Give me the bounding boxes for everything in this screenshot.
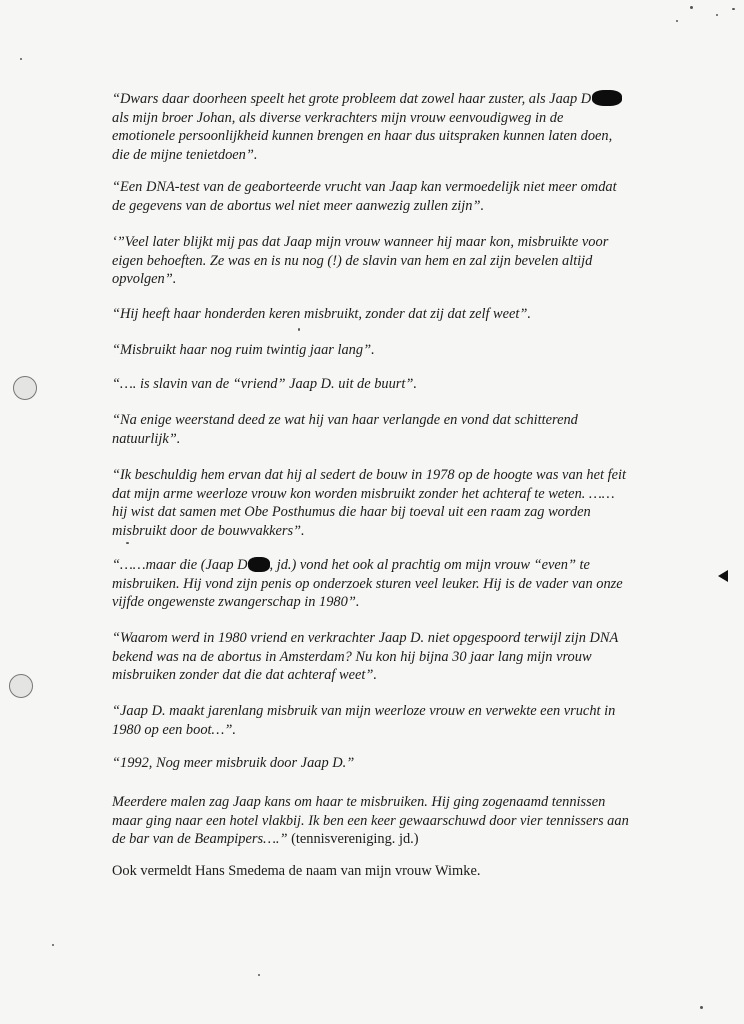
text-line: Ook vermeldt Hans Smedema de naam van mijn vrouw Wimke. <box>112 863 481 879</box>
text-line: (tennisvereniging. jd.) <box>291 831 419 847</box>
punch-hole <box>9 674 33 698</box>
quote-paragraph <box>112 305 652 324</box>
text-line: “Waarom werd in 1980 vriend en verkrachter Jaap D. niet opgespoord terwijl zijn DNA <box>112 630 619 646</box>
text-line: “Misbruikt haar nog ruim twintig jaar lang”. <box>112 342 375 358</box>
quote-paragraph <box>112 375 652 394</box>
text-line: “Een DNA-test van de geaborteerde vrucht van Jaap kan vermoedelijk niet meer omdat <box>112 179 617 195</box>
quote-paragraph <box>112 341 652 360</box>
text-line: 1980 op een boot…”. <box>112 721 236 738</box>
text-line: de bar van de Beampipers….” <box>112 831 288 847</box>
text-line: hij wist dat samen met Obe Posthumus die haar bij toeval uit een raam zag worden <box>112 504 591 520</box>
redaction-mark <box>592 90 622 106</box>
scan-speck <box>258 974 260 976</box>
text-line: die de mijne tenietdoen”. <box>112 146 258 163</box>
scan-speck <box>732 8 735 10</box>
text-line: dat mijn arme weerloze vrouw kon worden misbruikt zonder het achteraf te weten. …… <box>112 485 615 502</box>
quote-paragraph <box>112 466 652 540</box>
scan-speck <box>676 20 678 22</box>
text-line: “Na enige weerstand deed ze wat hij van haar verlangde en vond dat schitterend <box>112 412 578 428</box>
text-line: ‘”Veel later blijkt mij pas dat Jaap mijn vrouw wanneer hij maar kon, misbruikte voor <box>112 234 609 250</box>
quote-paragraph <box>112 754 652 773</box>
text-line: misbruikt door de bouwvakkers”. <box>112 522 305 539</box>
text-line: , jd.) vond het ook al prachtig om mijn vrouw “even” te <box>269 557 590 573</box>
text-line: “Dwars daar doorheen speelt het grote probleem dat zowel haar zuster, als Jaap D <box>112 91 592 107</box>
quote-paragraph <box>112 90 652 164</box>
text-line: als mijn broer Johan, als diverse verkrachters mijn vrouw eenvoudigweg in de <box>112 109 564 126</box>
text-line: misbruiken zonder dat die dat achteraf weet”. <box>112 667 377 683</box>
text-line: “Hij heeft haar honderden keren misbruikt, zonder dat zij dat zelf weet”. <box>112 306 532 322</box>
text-line: “1992, Nog meer misbruik door Jaap D.” <box>112 755 355 771</box>
text-line: vijfde ongewenste zwangerschap in 1980”. <box>112 594 360 610</box>
scan-mark <box>718 570 728 582</box>
text-line: Meerdere malen zag Jaap kans om haar te misbruiken. Hij ging zogenaamd tennissen <box>112 794 606 810</box>
text-line: “……maar die (Jaap D <box>112 557 248 573</box>
text-line: “…. is slavin van de “vriend” Jaap D. uit de buurt”. <box>112 376 417 392</box>
text-line: “Jaap D. maakt jarenlang misbruik van mijn weerloze vrouw en verwekte een vrucht in <box>112 703 616 719</box>
closing-paragraph <box>112 862 652 881</box>
quote-paragraph <box>112 233 652 289</box>
scan-speck <box>700 1006 703 1009</box>
text-line: misbruiken. Hij vond zijn penis op onderzoek sturen veel leuker. Hij is de vader van onze <box>112 575 623 592</box>
text-line: emotionele persoonlijkheid kunnen brengen en haar dus uitspraken kunnen laten doen, <box>112 128 613 144</box>
scan-speck <box>716 14 718 16</box>
redaction-mark <box>248 557 270 572</box>
quote-paragraph <box>112 629 652 685</box>
scan-speck <box>690 6 693 9</box>
text-line: natuurlijk”. <box>112 430 181 447</box>
scan-speck <box>126 542 129 544</box>
text-line: eigen behoeften. Ze was en is nu nog (!) de slavin van hem en zal zijn bevelen altijd <box>112 252 593 269</box>
text-line: de gegevens van de abortus wel niet meer aanwezig zullen zijn”. <box>112 197 485 214</box>
text-line: “Ik beschuldig hem ervan dat hij al sedert de bouw in 1978 op de hoogte was van het feit <box>112 467 626 483</box>
scan-speck <box>298 328 300 331</box>
quote-paragraph <box>112 793 652 849</box>
scan-speck <box>52 944 54 946</box>
quote-paragraph <box>112 556 652 612</box>
quote-paragraph <box>112 702 652 739</box>
text-line: maar ging naar een hotel vlakbij. Ik ben een keer gewaarschuwd door vier tennissers aan <box>112 812 629 829</box>
quote-paragraph <box>112 411 652 448</box>
text-line: opvolgen”. <box>112 271 177 287</box>
text-line: bekend was na de abortus in Amsterdam? Nu kon hij bijna 30 jaar lang mijn vrouw <box>112 648 592 665</box>
quote-paragraph <box>112 178 652 215</box>
scan-speck <box>20 58 22 60</box>
punch-hole <box>13 376 37 400</box>
